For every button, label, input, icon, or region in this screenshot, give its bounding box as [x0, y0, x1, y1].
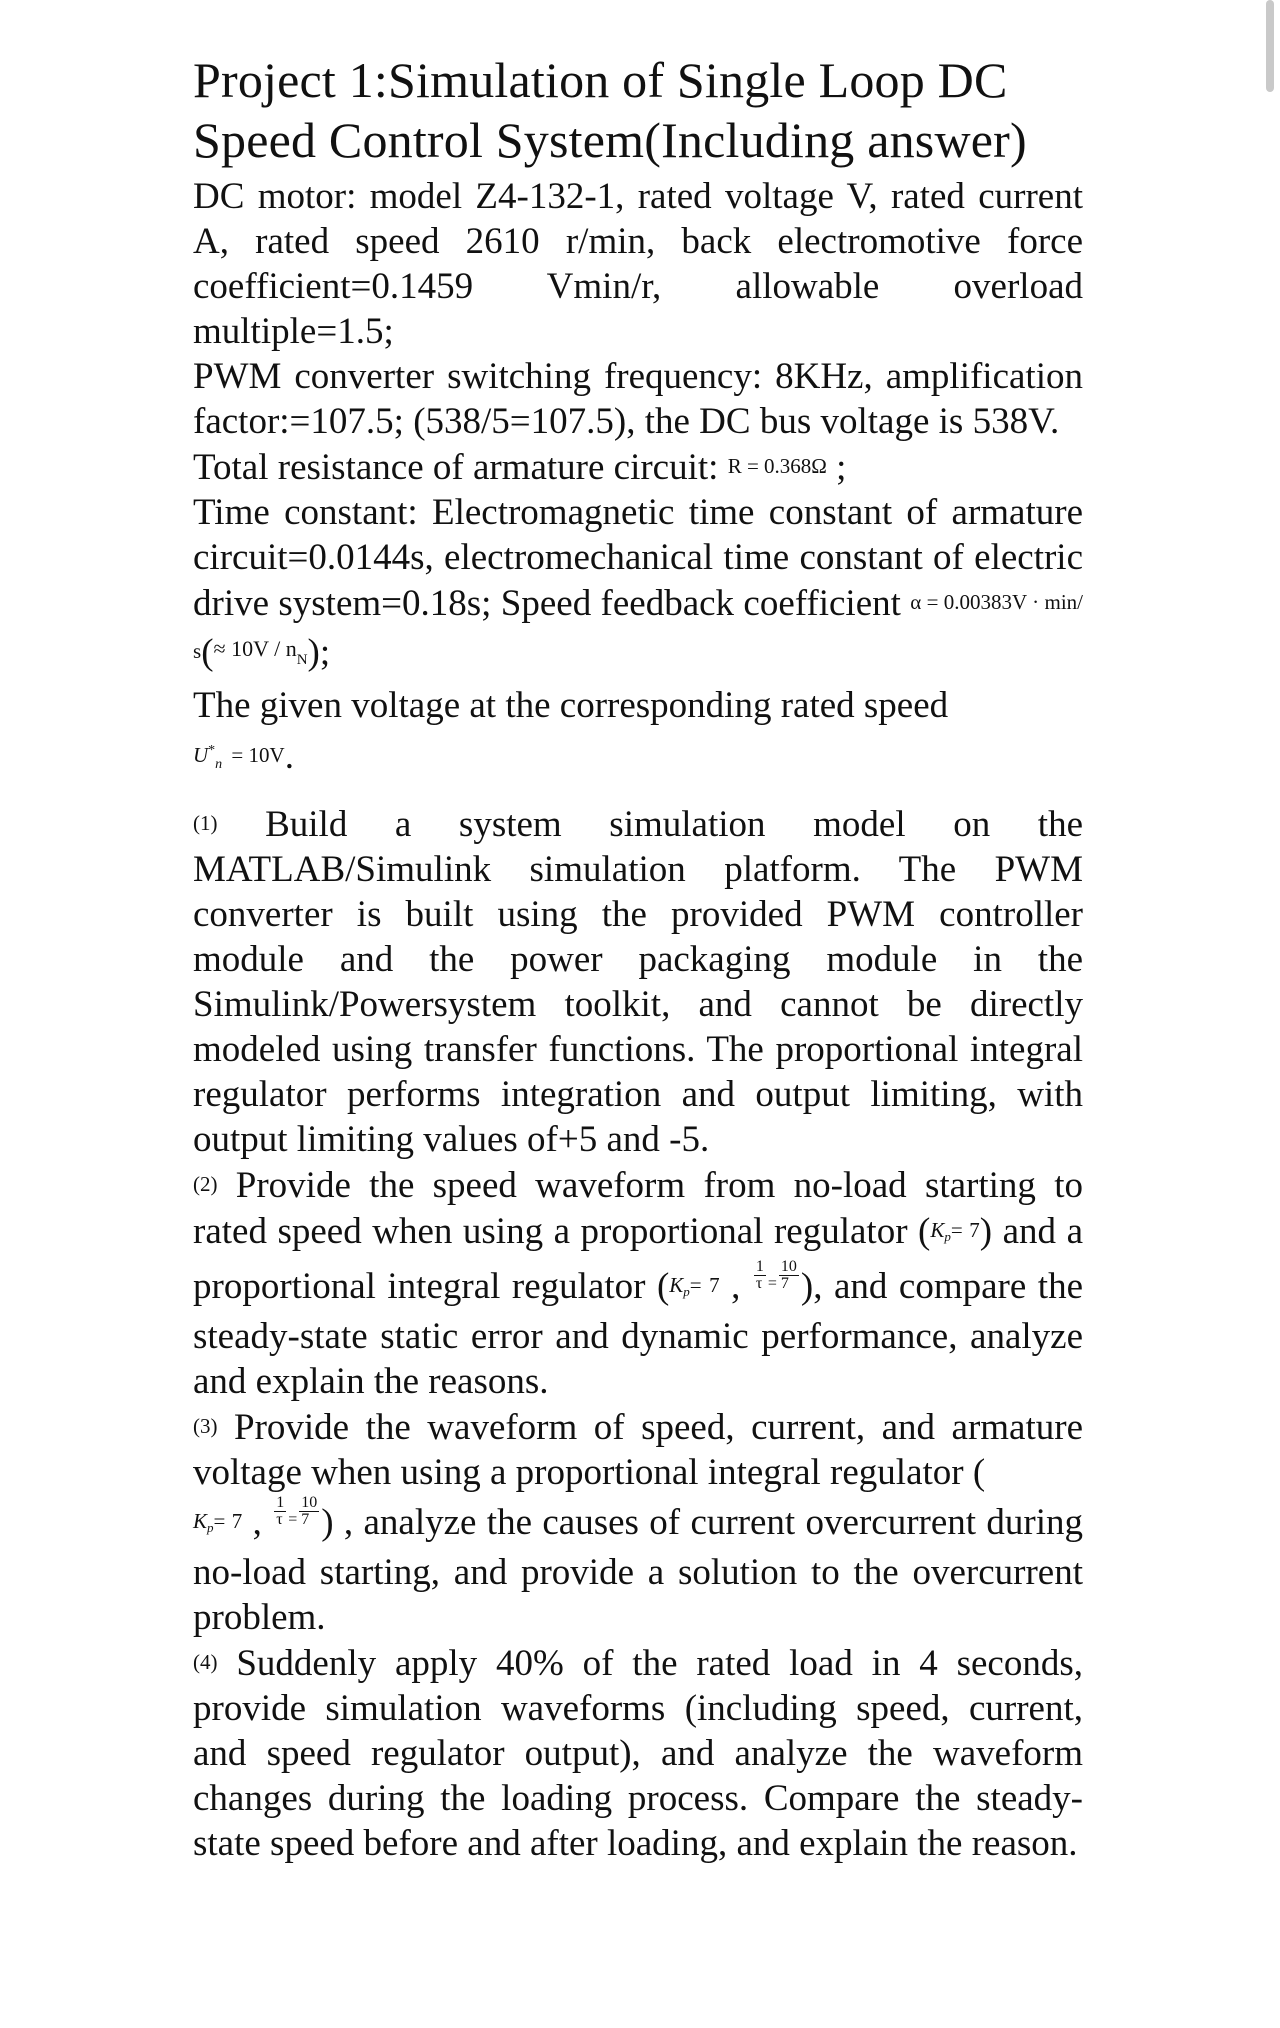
question-2-text-c: ), and compare the steady-state static error and dynamic performance, analyze and explain the reasons.	[193, 1266, 1083, 1402]
question-3-comma: ,	[252, 1502, 262, 1543]
question-2-text-a: Provide the speed waveform from no-load starting to rated speed when using a proportional regulator (	[193, 1165, 1083, 1252]
given-formula-sup: *	[208, 743, 216, 758]
question-3-kp-sub: p	[207, 1520, 214, 1535]
alpha-formula: α = 0.00383V · min/ s	[193, 590, 1083, 663]
alpha-sub: N	[296, 652, 308, 668]
question-2-kp1: K	[930, 1218, 945, 1242]
question-2-kp2-value: = 7	[689, 1273, 720, 1297]
document-page	[193, 50, 1083, 1866]
question-2-number: (2)	[193, 1172, 218, 1196]
question-3-number: (3)	[193, 1414, 218, 1438]
question-2	[193, 1162, 1083, 1404]
time-constant-text: Time constant: Electromagnetic time constant of armature circuit=0.0144s, electromechanical time constant of electric drive system=0.18s; Speed feedback coefficient	[193, 492, 1083, 624]
given-voltage-paragraph	[193, 683, 1083, 787]
question-3-fraction-equals: =	[288, 1511, 298, 1528]
question-3	[193, 1404, 1083, 1640]
question-4	[193, 1640, 1083, 1866]
document-title: Project 1:Simulation of Single Loop DC Speed Control System(Including answer)	[193, 52, 1027, 168]
resistance-label: Total resistance of armature circuit:	[193, 447, 719, 488]
question-2-fraction-2: $\frac{10}{7}$	[780, 1258, 797, 1292]
resistance-end: ;	[836, 447, 847, 488]
given-formula-sub: n	[215, 757, 223, 772]
question-3-kp: K	[193, 1509, 208, 1533]
scrollbar[interactable]	[1266, 0, 1274, 92]
motor-spec-paragraph: DC motor: model Z4-132-1, rated voltage V, rated current A, rated speed 2610 r/min, back electromotive force coefficient=0.1459 Vmin/r, allowable overload multiple=1.5;	[193, 176, 1083, 352]
question-1-text: Build a system simulation model on the MATLAB/Simulink simulation platform. The PWM converter is built using the provided PWM controller module and the power packaging module in the Simulink/Powersystem toolkit, and cannot be directly modeled using transfer functions. The proportional integral regulator performs integration and output limiting, with output limiting values of+5 and -5.	[193, 804, 1083, 1160]
question-3-kp-value: = 7	[213, 1509, 243, 1533]
question-2-kp1-sub: p	[944, 1229, 951, 1244]
given-formula-value: = 10V	[231, 743, 285, 767]
question-3-text-a: Provide the waveform of speed, current, and armature voltage when using a proportional integral regulator (	[193, 1407, 1084, 1493]
question-2-fraction-equals: =	[767, 1275, 777, 1292]
question-3-fraction-2: $\frac{10}{7}$	[301, 1494, 318, 1528]
alpha-paren-open: (	[201, 632, 214, 673]
question-3-text-b: ) , analyze the causes of current overcurrent during no-load starting, and provide a solution to the overcurrent problem.	[193, 1502, 1084, 1638]
alpha-approx: ≈ 10V / n	[213, 636, 297, 661]
question-2-kp1-value: = 7	[950, 1218, 980, 1242]
question-2-text-b: ) and a proportional integral regulator (	[193, 1211, 1083, 1307]
question-2-kp2: K	[669, 1273, 684, 1297]
question-2-kp2-sub: p	[683, 1284, 690, 1299]
resistance-formula: R = 0.368Ω	[727, 454, 827, 478]
given-end: .	[284, 736, 294, 777]
given-formula-u: U	[193, 743, 209, 767]
question-3-fraction-1: $\frac{1}{\tau}$	[276, 1494, 285, 1528]
given-voltage-text: The given voltage at the corresponding rated speed	[193, 685, 949, 726]
resistance-paragraph	[193, 444, 1083, 490]
question-1	[193, 801, 1083, 1162]
pwm-spec-paragraph: PWM converter switching frequency: 8KHz, amplification factor:=107.5; (538/5=107.5), the DC bus voltage is 538V.	[193, 356, 1083, 442]
time-constant-paragraph	[193, 490, 1083, 683]
question-1-number: (1)	[193, 811, 218, 835]
question-4-number: (4)	[193, 1650, 218, 1674]
question-4-text: Suddenly apply 40% of the rated load in 4 seconds, provide simulation waveforms (including speed, current, and speed regulator output), and analyze the waveform changes during the loading process. Compare the steady-state speed before and after loading, and explain the reason.	[193, 1643, 1084, 1864]
question-2-comma: ,	[731, 1266, 741, 1307]
question-2-fraction-1: $\frac{1}{\tau}$	[755, 1258, 764, 1292]
alpha-paren-close: );	[307, 632, 331, 673]
